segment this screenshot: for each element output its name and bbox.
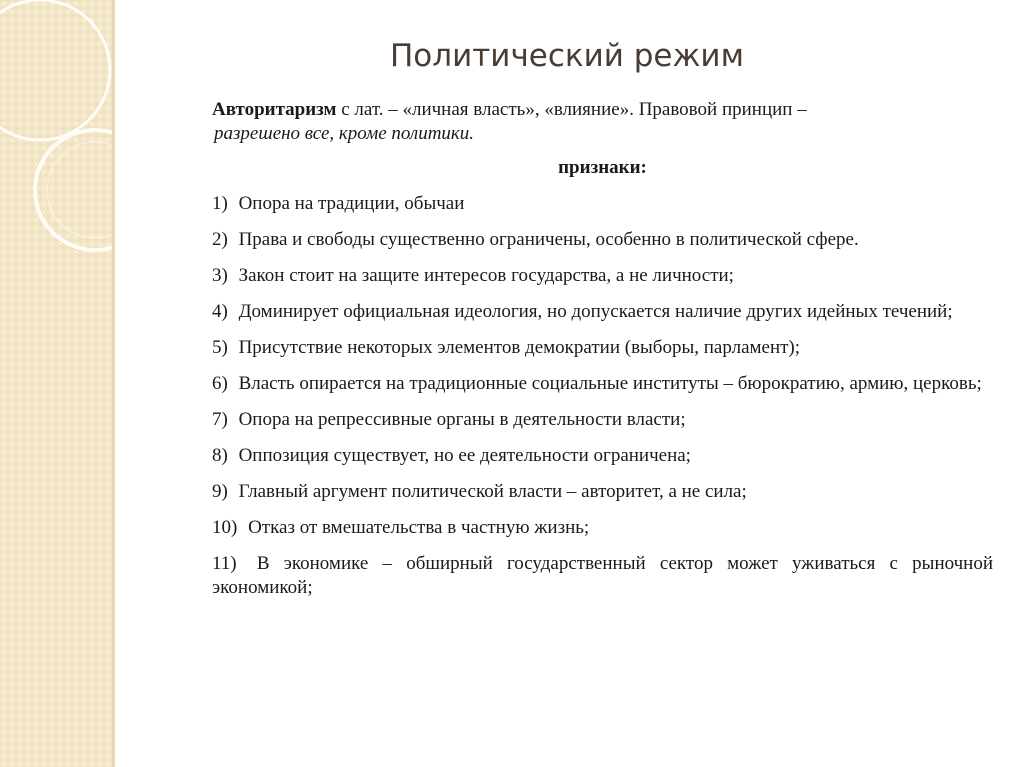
list-item xyxy=(212,444,993,468)
decorative-side-band xyxy=(0,0,112,767)
list-item-number: 7) xyxy=(212,409,228,430)
list-item-number: 3) xyxy=(212,265,228,286)
list-item xyxy=(212,228,993,252)
list-item-number: 4) xyxy=(212,301,228,322)
slide-content xyxy=(212,98,993,612)
list-item-text: Опора на репрессивные органы в деятельности власти; xyxy=(238,409,686,430)
list-item-number: 10) xyxy=(212,517,238,538)
list-item-number: 5) xyxy=(212,337,228,358)
list-item xyxy=(212,192,993,216)
features-heading: признаки: xyxy=(558,157,647,178)
list-item xyxy=(212,264,993,288)
decorative-circles xyxy=(0,0,112,767)
list-item-text: Закон стоит на защите интересов государства, а не личности; xyxy=(238,265,734,286)
list-item xyxy=(212,336,993,360)
list-item-number: 11) xyxy=(212,553,237,574)
list-item xyxy=(212,516,993,540)
list-item-number: 9) xyxy=(212,481,228,502)
list-item xyxy=(212,408,993,432)
side-band-border xyxy=(112,0,115,767)
list-item-text: Доминирует официальная идеология, но допускается наличие других идейных течений; xyxy=(238,301,953,322)
list-item-text: Отказ от вмешательства в частную жизнь; xyxy=(248,517,590,538)
list-item-number: 1) xyxy=(212,193,228,214)
list-item xyxy=(212,552,993,600)
list-item-text: Права и свободы существенно ограничены, особенно в политической сфере. xyxy=(238,229,859,250)
list-item-text: Оппозиция существует, но ее деятельности ограничена; xyxy=(238,445,691,466)
intro-paragraph xyxy=(212,98,993,146)
list-item-text: Опора на традиции, обычаи xyxy=(238,193,465,214)
list-item-number: 2) xyxy=(212,229,228,250)
list-item xyxy=(212,372,993,396)
list-item-number: 8) xyxy=(212,445,228,466)
intro-principle: разрешено все, кроме политики. xyxy=(214,123,475,144)
list-item-number: 6) xyxy=(212,373,228,394)
features-list xyxy=(212,192,993,600)
list-item xyxy=(212,480,993,504)
list-item xyxy=(212,300,993,324)
intro-term: Авторитаризм xyxy=(212,99,337,120)
list-item-text: Главный аргумент политической власти – авторитет, а не сила; xyxy=(238,481,747,502)
list-item-text: Присутствие некоторых элементов демократии (выборы, парламент); xyxy=(238,337,801,358)
slide-title xyxy=(220,38,1020,74)
list-item-text: В экономике – обширный государственный сектор может уживаться с рыночной экономикой; xyxy=(212,553,994,598)
list-item-text: Власть опирается на традиционные социальные институты – бюрократию, армию, церковь; xyxy=(238,373,982,394)
slide-title-text: Политический режим xyxy=(390,38,744,74)
intro-definition: с лат. – «личная власть», «влияние». Правовой принцип – xyxy=(336,99,807,120)
